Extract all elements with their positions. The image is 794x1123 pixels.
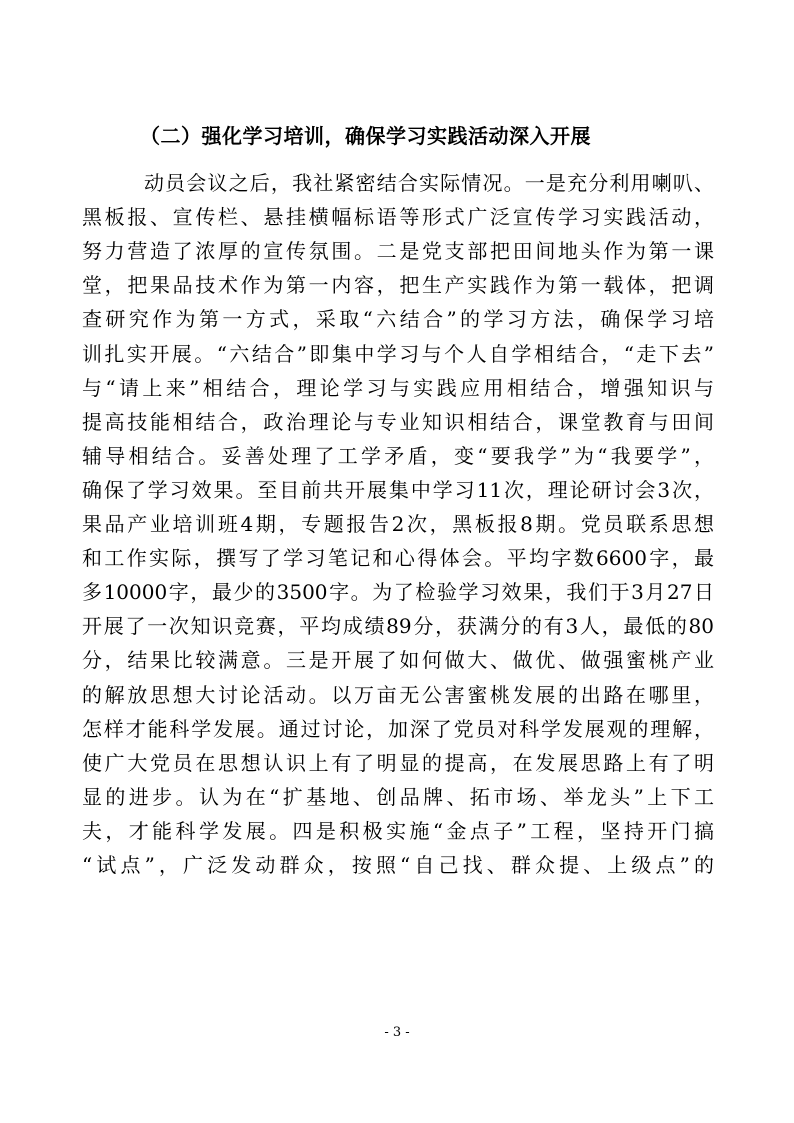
paragraph-line: 与“请上来”相结合，理论学习与实践应用相结合，增强知识与 xyxy=(82,375,714,400)
paragraph-line: 黑板报、宣传栏、悬挂横幅标语等形式广泛宣传学习实践活动， xyxy=(82,205,714,230)
paragraph-line: 开展了一次知识竞赛，平均成绩89分，获满分的有3人，最低的80 xyxy=(82,614,714,639)
paragraph-line: 分，结果比较满意。三是开展了如何做大、做优、做强蜜桃产业 xyxy=(82,648,714,673)
paragraph-line: 堂，把果品技术作为第一内容，把生产实践作为第一载体，把调 xyxy=(82,273,714,298)
paragraph-line: 动员会议之后，我社紧密结合实际情况。一是充分利用喇叭、 xyxy=(144,171,714,195)
page-number: - 3 - xyxy=(384,1025,410,1040)
paragraph-line: 的解放思想大讨论活动。以万亩无公害蜜桃发展的出路在哪里， xyxy=(82,682,714,707)
paragraph-line: “试点”，广泛发动群众，按照“自己找、群众提、上级点”的 xyxy=(82,853,714,877)
paragraph-line: 怎样才能科学发展。通过讨论，加深了党员对科学发展观的理解， xyxy=(82,716,714,741)
paragraph-line: 提高技能相结合，政治理论与专业知识相结合，课堂教育与田间 xyxy=(82,409,714,434)
paragraph-line: 努力营造了浓厚的宣传氛围。二是党支部把田间地头作为第一课 xyxy=(82,239,714,264)
paragraph-line: 辅导相结合。妥善处理了工学矛盾，变“要我学”为“我要学”， xyxy=(82,443,714,468)
section-heading: （二）强化学习培训，确保学习实践活动深入开展 xyxy=(140,124,591,148)
paragraph-line: 查研究作为第一方式，采取“六结合”的学习方法，确保学习培 xyxy=(82,307,714,332)
paragraph-line: 多10000字，最少的3500字。为了检验学习效果，我们于3月27日 xyxy=(82,580,714,605)
paragraph-line: 使广大党员在思想认识上有了明显的提高，在发展思路上有了明 xyxy=(82,750,714,775)
paragraph-line: 果品产业培训班4期，专题报告2次，黑板报8期。党员联系思想 xyxy=(82,512,714,536)
paragraph-line: 夫，才能科学发展。四是积极实施“金点子”工程，坚持开门搞 xyxy=(82,818,714,843)
paragraph-line: 和工作实际，撰写了学习笔记和心得体会。平均字数6600字，最 xyxy=(82,546,714,571)
paragraph-line: 确保了学习效果。至目前共开展集中学习11次，理论研讨会3次， xyxy=(82,477,714,502)
paragraph-line: 训扎实开展。“六结合”即集中学习与个人自学相结合，“走下去” xyxy=(82,341,714,366)
paragraph-line: 显的进步。认为在“扩基地、创品牌、拓市场、举龙头”上下工 xyxy=(82,784,714,809)
